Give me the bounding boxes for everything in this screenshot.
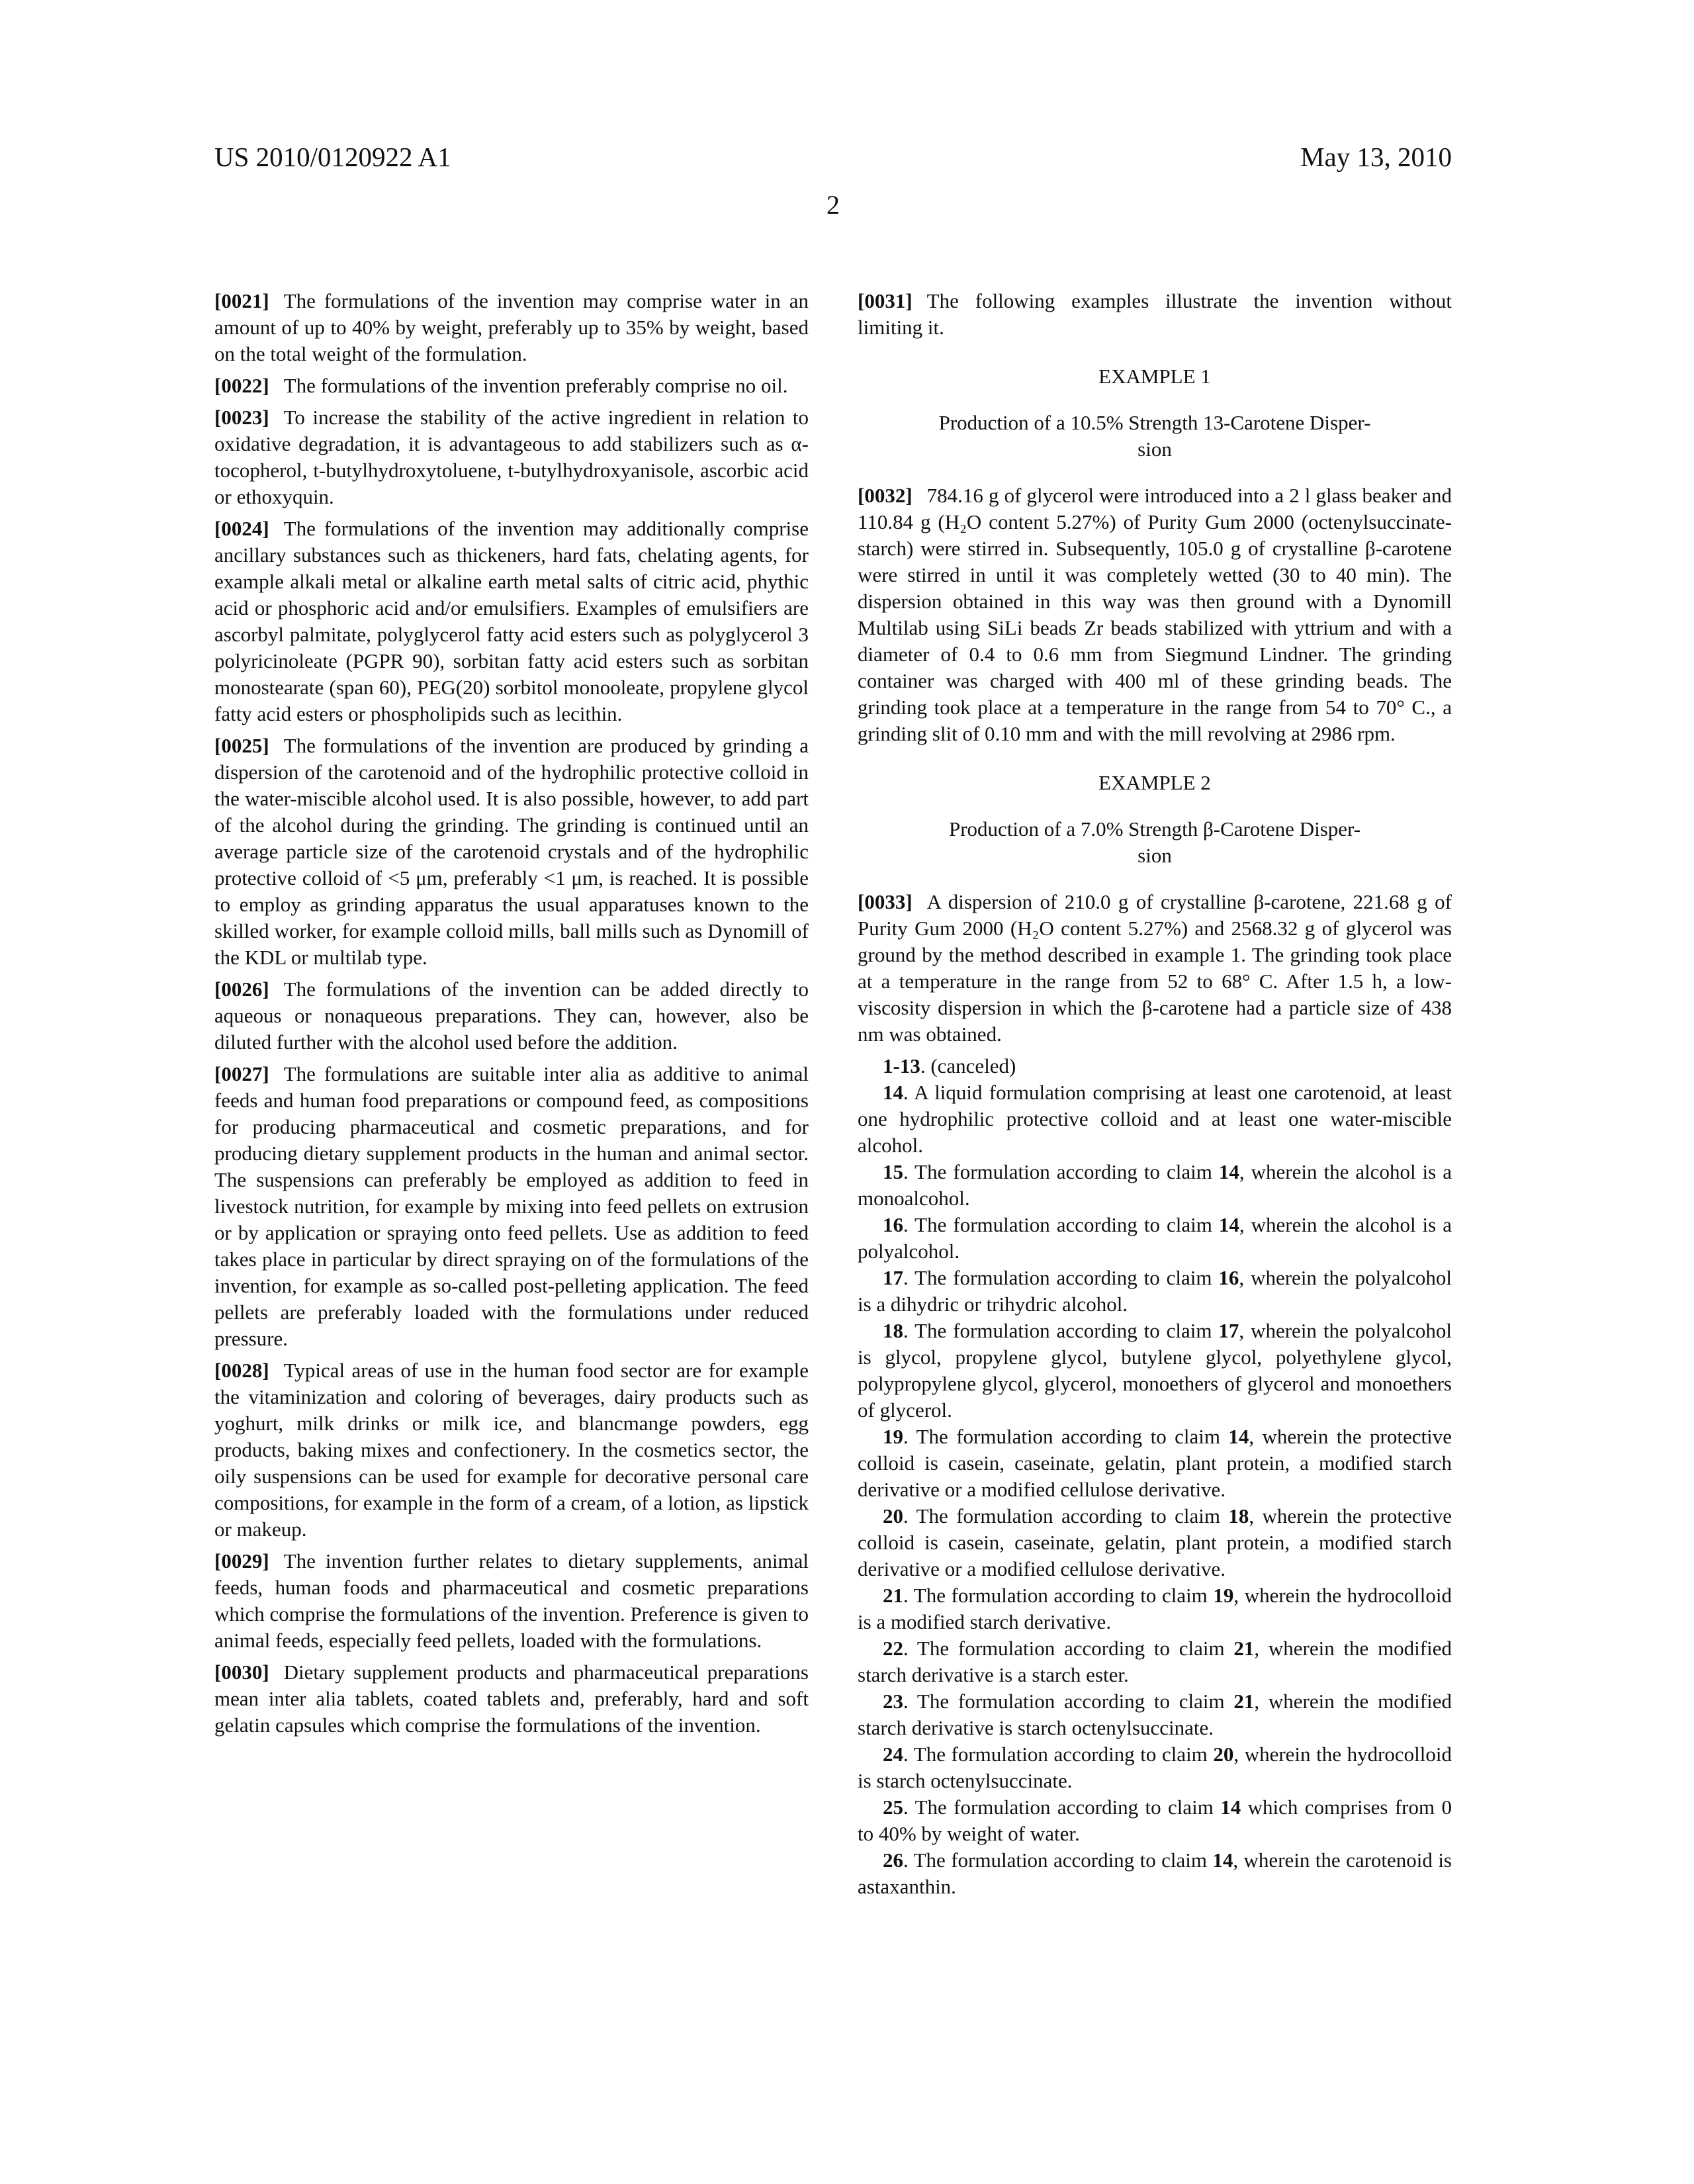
claim-text: . The formulation according to claim (903, 1160, 1219, 1184)
paragraph-number: [0028] (214, 1359, 269, 1383)
claim-text: , wherein the modified starch derivative is a starch ester. (858, 1637, 1452, 1687)
patent-paragraph: [0027] The formulations are suitable inter alia as additive to animal feeds and human food preparations or compound feed, as compositions for producing pharmaceutical and cosmetic preparations, and for producing dietary supplement products in the human and animal sector. The suspensions can preferably be employed as addition to feed in livestock nutrition, for example by mixing into feed pellets on extrusion or by application or spraying onto feed pellets. Use as addition to feed takes place in particular by direct spraying on of the formulations of the invention, for example as so-called post-pelleting application. The feed pellets are preferably loaded with the formulations under reduced pressure. (214, 1062, 809, 1351)
claim-text: , wherein the polyalcohol is a dihydric or trihydric alcohol. (858, 1266, 1452, 1316)
claim (858, 1053, 1452, 1079)
claim-text: . The formulation according to claim (903, 1848, 1213, 1872)
claim (858, 1265, 1452, 1318)
claim (858, 1424, 1452, 1503)
claim-number: 14 (1228, 1425, 1249, 1449)
claim (858, 1318, 1452, 1424)
two-column-body (214, 288, 1452, 1900)
claim-number: 21 (883, 1584, 903, 1608)
claim-number: 1-13 (883, 1054, 920, 1078)
patent-paragraph: [0021] The formulations of the invention may comprise water in an amount of up to 40% by weight, preferably up to 35% by weight, based on the total weight of the formulation. (214, 289, 809, 366)
claim-number: 17 (1218, 1319, 1239, 1343)
claim-text: . A liquid formulation comprising at least one carotenoid, at least one hydrophilic protective colloid and at least one water-miscible alcohol. (858, 1081, 1452, 1158)
patent-paragraph: [0030] Dietary supplement products and pharmaceutical preparations mean inter alia tablets, coated tablets and, preferably, hard and soft gelatin capsules which comprise the formulations of the invention. (214, 1661, 809, 1737)
claim-number: 14 (1218, 1160, 1239, 1184)
claim-text: , wherein the hydrocolloid is starch octenylsuccinate. (858, 1743, 1452, 1793)
patent-paragraph: [0031] The following examples illustrate the invention without limiting it. (858, 289, 1452, 340)
example-heading: EXAMPLE 1 (1098, 365, 1211, 388)
patent-paragraph: [0022] The formulations of the invention preferably comprise no oil. (214, 374, 788, 398)
claim-number: 20 (883, 1504, 903, 1528)
claim-text: . The formulation according to claim (903, 1690, 1234, 1713)
claim-number: 14 (1218, 1213, 1239, 1237)
example-subheading: Production of a 7.0% Strength β-Carotene Disper- sion (948, 817, 1361, 868)
claim-text: . The formulation according to claim (903, 1425, 1229, 1449)
claim-text: . The formulation according to claim (903, 1319, 1219, 1343)
paragraph-number: [0024] (214, 517, 269, 541)
example-heading: EXAMPLE 2 (1098, 771, 1211, 795)
paragraph-number: [0026] (214, 978, 269, 1001)
claim (858, 1688, 1452, 1741)
paragraph-number: [0032] (858, 484, 913, 508)
patent-number: US 2010/0120922 A1 (214, 142, 451, 172)
claim-number: 22 (883, 1637, 903, 1661)
claim-number: 17 (883, 1266, 903, 1290)
paragraph-number: [0021] (214, 289, 269, 313)
claim-text: . The formulation according to claim (903, 1266, 1219, 1290)
claim (858, 1741, 1452, 1794)
claim-number: 21 (1233, 1690, 1255, 1713)
claim (858, 1159, 1452, 1212)
claim-text: , wherein the hydrocolloid is a modified starch derivative. (858, 1584, 1452, 1634)
claim (858, 1212, 1452, 1265)
page-header (214, 142, 1452, 172)
claim-number: 19 (1213, 1584, 1234, 1608)
paragraph-number: [0030] (214, 1661, 269, 1684)
paragraph-number: [0033] (858, 890, 913, 914)
paragraph-number: [0031] (858, 289, 913, 313)
claim-number: 14 (883, 1081, 903, 1105)
claim-number: 16 (1218, 1266, 1239, 1290)
claim-number: 15 (883, 1160, 903, 1184)
patent-paragraph: [0028] Typical areas of use in the human food sector are for example the vitaminization and coloring of beverages, dairy products such as yoghurt, milk drinks or milk ice, and blancmange powders, egg products, baking mixes and confectionery. In the cosmetics sector, the oily suspensions can be used for example for decorative personal care compositions, for example in the form of a cream, of a lotion, as lipstick or makeup. (214, 1359, 809, 1541)
claim-text: . The formulation according to claim (903, 1584, 1214, 1608)
patent-paragraph: [0029] The invention further relates to dietary supplements, animal feeds, human foods and pharmaceutical and cosmetic preparations which comprise the formulations of the invention. Preference is given to animal feeds, especially feed pellets, loaded with the formulations. (214, 1549, 809, 1653)
claim-number: 14 (1220, 1796, 1241, 1819)
claim (858, 1635, 1452, 1688)
right-column (858, 288, 1452, 1900)
claim-text: which comprises from 0 to 40% by weight of water. (858, 1796, 1452, 1846)
claim-text: . The formulation according to claim (903, 1743, 1214, 1766)
claim-text: . (canceled) (920, 1054, 1016, 1078)
paragraph-number: [0025] (214, 734, 269, 758)
example-subheading: Production of a 10.5% Strength 13-Carotene Disper- sion (938, 411, 1371, 461)
claim-number: 20 (1213, 1743, 1234, 1766)
publication-date: May 13, 2010 (1300, 142, 1452, 172)
page-number: 2 (826, 190, 840, 220)
claim-text: , wherein the modified starch derivative is starch octenylsuccinate. (858, 1690, 1452, 1740)
claim-text: . The formulation according to claim (903, 1504, 1229, 1528)
claim-text: , wherein the carotenoid is astaxanthin. (858, 1848, 1452, 1899)
left-column (214, 288, 809, 1900)
claim-text: , wherein the polyalcohol is glycol, propylene glycol, butylene glycol, polyethylene glycol, polypropylene glycol, glycerol, monoethers of glycerol and monoethers of glycerol. (858, 1319, 1452, 1422)
patent-paragraph: [0023] To increase the stability of the active ingredient in relation to oxidative degradation, it is advantageous to add stabilizers such as α-tocopherol, t-butylhydroxytoluene, t-butylhydroxyanisole, ascorbic acid or ethoxyquin. (214, 406, 809, 509)
claim-number: 18 (883, 1319, 903, 1343)
patent-paragraph: [0025] The formulations of the invention are produced by grinding a dispersion of the carotenoid and of the hydrophilic protective colloid in the water-miscible alcohol used. It is also possible, however, to add part of the alcohol during the grinding. The grinding is continued until an average particle size of the carotenoid crystals and of the hydrophilic protective colloid of <5 μm, preferably <1 μm, is reached. It is possible to employ as grinding apparatus the usual apparatuses known to the skilled worker, for example colloid mills, ball mills such as Dynomill of the KDL or multilab type. (214, 734, 809, 970)
claim-number: 25 (883, 1796, 903, 1819)
claim-text: . The formulation according to claim (903, 1637, 1234, 1661)
paragraph-number: [0022] (214, 374, 269, 398)
patent-paragraph: [0033] A dispersion of 210.0 g of crystalline β-carotene, 221.68 g of Purity Gum 2000 (H₂O content 5.27%) and 2568.32 g of glycerol was ground by the method described in example 1. The grinding took place at a temperature in the range from 52 to 68° C. After 1.5 h, a low-viscosity dispersion in which the β-carotene had a particle size of 438 nm was obtained. (858, 890, 1452, 1046)
claim (858, 1582, 1452, 1635)
claim (858, 1794, 1452, 1847)
claim-text: , wherein the protective colloid is casein, caseinate, gelatin, plant protein, a modified starch derivative or a modified cellulose derivative. (858, 1504, 1452, 1581)
claim-text: , wherein the alcohol is a monoalcohol. (858, 1160, 1452, 1210)
claim-number: 24 (883, 1743, 903, 1766)
claim-number: 16 (883, 1213, 903, 1237)
claim-text: , wherein the protective colloid is casein, caseinate, gelatin, plant protein, a modified starch derivative or a modified cellulose derivative. (858, 1425, 1452, 1502)
claim (858, 1503, 1452, 1582)
claim-number: 14 (1212, 1848, 1233, 1872)
claim-text: . The formulation according to claim (903, 1796, 1221, 1819)
claim (858, 1079, 1452, 1159)
patent-paragraph: [0032] 784.16 g of glycerol were introduced into a 2 l glass beaker and 110.84 g (H₂O content 5.27%) of Purity Gum 2000 (octenylsuccinate-starch) were stirred in. Subsequently, 105.0 g of crystalline β-carotene were stirred in until it was completely wetted (30 to 40 min). The dispersion obtained in this way was then ground with a Dynomill Multilab using SiLi beads Zr beads stabilized with yttrium and with a diameter of 0.4 to 0.6 mm from Siegmund Lindner. The grinding container was charged with 400 ml of these grinding beads. The grinding took place at a temperature in the range from 54 to 70° C., a grinding slit of 0.10 mm and with the mill revolving at 2986 rpm. (858, 484, 1452, 746)
claim (858, 1847, 1452, 1900)
claim-number: 26 (883, 1848, 903, 1872)
paragraph-number: [0027] (214, 1062, 269, 1086)
claim-text: . The formulation according to claim (903, 1213, 1219, 1237)
claim-number: 19 (883, 1425, 903, 1449)
claim-number: 23 (883, 1690, 903, 1713)
patent-paragraph: [0024] The formulations of the invention may additionally comprise ancillary substances such as thickeners, hard fats, chelating agents, for example alkali metal or alkaline earth metal salts of citric acid, phythic acid or phosphoric acid and/or emulsifiers. Examples of emulsifiers are ascorbyl palmitate, polyglycerol fatty acid esters such as polyglycerol 3 polyricinoleate (PGPR 90), sorbitan fatty acid esters such as sorbitan monostearate (span 60), PEG(20) sorbitol monooleate, propylene glycol fatty acid esters or phospholipids such as lecithin. (214, 517, 809, 726)
claim-number: 21 (1233, 1637, 1255, 1661)
patent-paragraph: [0026] The formulations of the invention can be added directly to aqueous or nonaqueous preparations. They can, however, also be diluted further with the alcohol used before the addition. (214, 978, 809, 1054)
paragraph-number: [0029] (214, 1549, 269, 1573)
claim-text: , wherein the alcohol is a polyalcohol. (858, 1213, 1452, 1263)
claim-number: 18 (1228, 1504, 1249, 1528)
paragraph-number: [0023] (214, 406, 269, 430)
